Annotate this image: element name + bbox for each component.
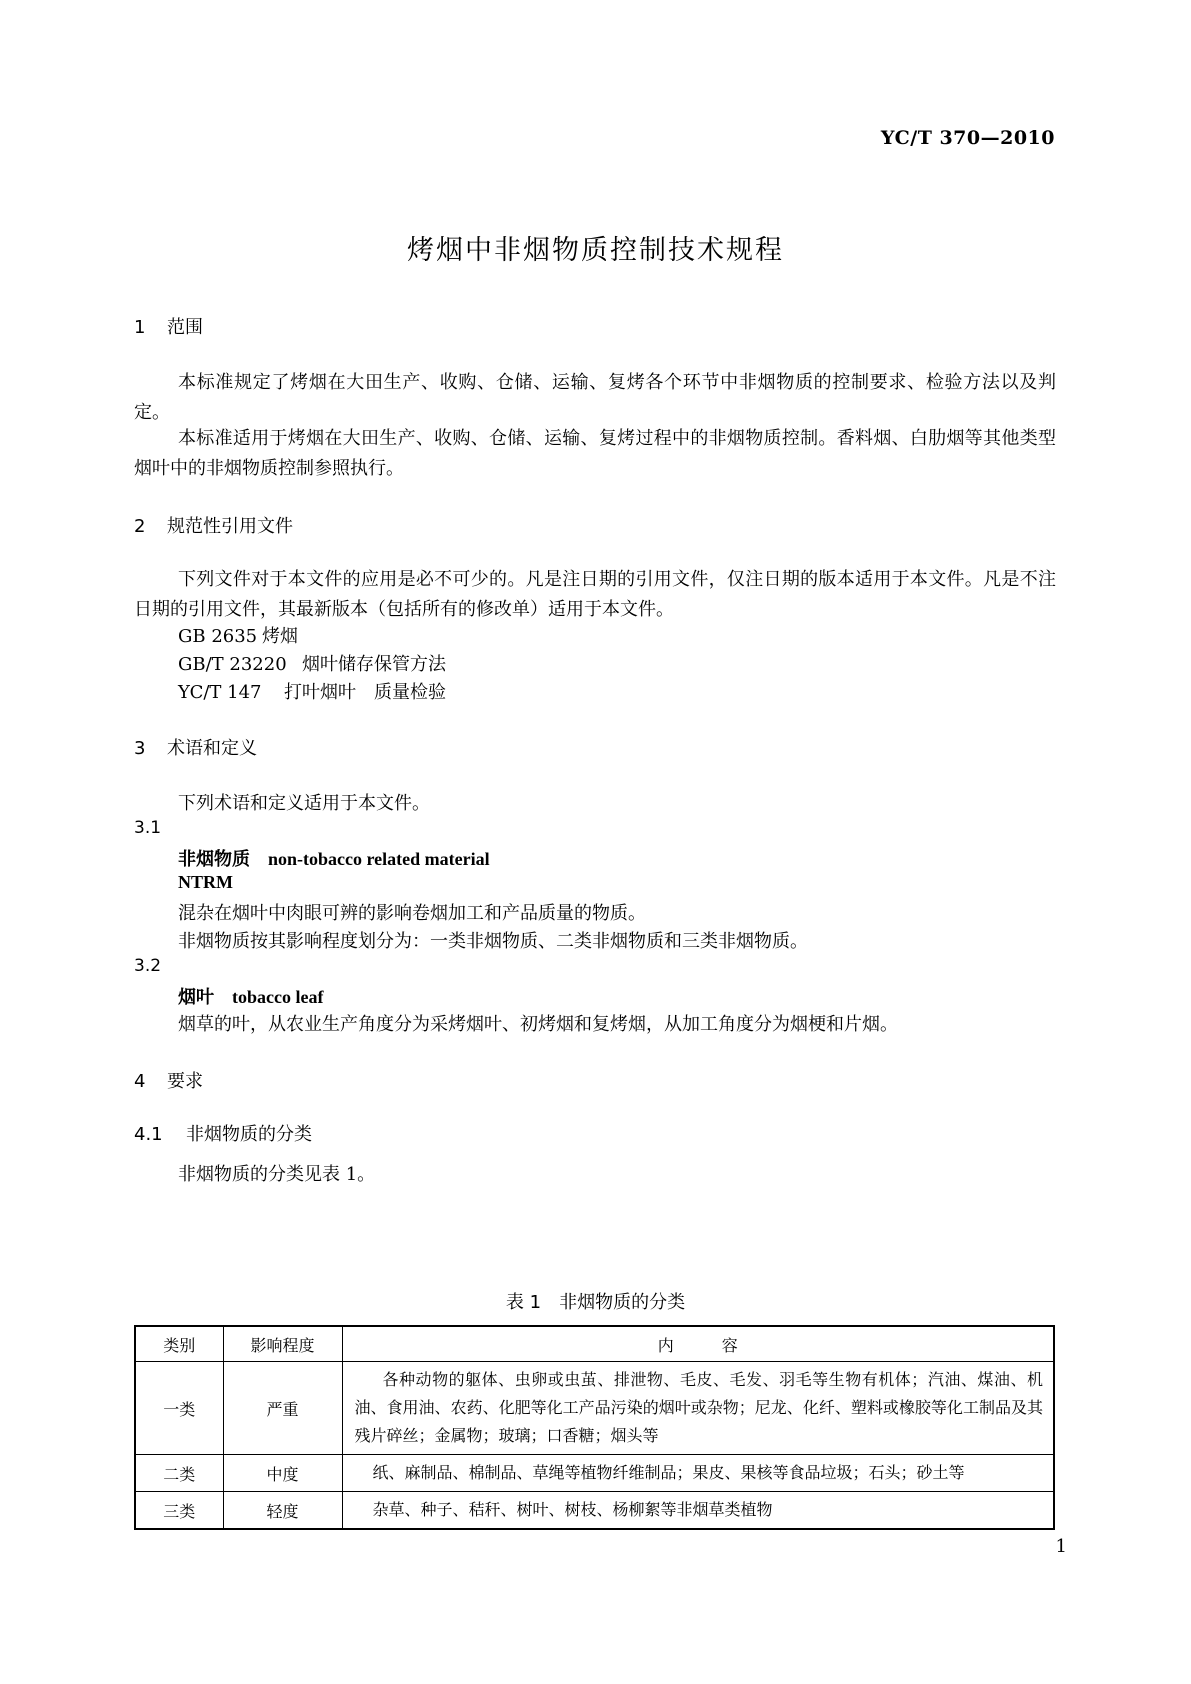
reference-title: 烟叶储存保管方法	[302, 654, 446, 675]
term-zh: 烟叶	[178, 987, 214, 1008]
classification-table	[134, 1325, 1055, 1530]
term-title	[178, 983, 323, 1009]
cell-severity: 中度	[223, 1455, 342, 1492]
term-en: tobacco leaf	[232, 987, 324, 1007]
table-caption	[0, 1288, 1191, 1314]
term-abbr-text: NTRM	[178, 872, 233, 892]
reference-code: GB 2635	[178, 626, 258, 647]
term-en: non-tobacco related material	[268, 849, 490, 869]
section-number: 4	[134, 1071, 146, 1092]
scope-paragraph-2: 本标准适用于烤烟在大田生产、收购、仓储、运输、复烤过程中的非烟物质控制。香料烟、白肋烟等其他类型烟叶中的非烟物质控制参照执行。	[134, 428, 1056, 479]
reference-title: 打叶烟叶 质量检验	[284, 682, 446, 703]
term-definition: 混杂在烟叶中肉眼可辨的影响卷烟加工和产品质量的物质。	[178, 903, 646, 924]
term-zh: 非烟物质	[178, 849, 250, 870]
term-number: 3.1	[134, 818, 162, 838]
header-severity: 影响程度	[223, 1326, 342, 1362]
section-title: 要求	[167, 1071, 203, 1092]
section-title: 范围	[167, 317, 203, 338]
term-number: 3.2	[134, 956, 162, 976]
subsection-number: 4.1	[134, 1124, 163, 1145]
cell-severity: 轻度	[223, 1492, 342, 1530]
table-row	[135, 1362, 1054, 1455]
page-number: 1	[1055, 1536, 1067, 1557]
table-header-row	[135, 1326, 1054, 1362]
section-number: 2	[134, 516, 146, 537]
terms-intro: 下列术语和定义适用于本文件。	[178, 793, 430, 814]
section-title: 规范性引用文件	[167, 516, 293, 537]
subsection-title: 非烟物质的分类	[186, 1124, 312, 1145]
subsection-4-1-heading	[134, 1120, 312, 1146]
cell-category: 二类	[135, 1455, 223, 1492]
references-paragraph: 下列文件对于本文件的应用是必不可少的。凡是注日期的引用文件，仅注日期的版本适用于本文件。凡是不注日期的引用文件，其最新版本（包括所有的修改单）适用于本文件。	[134, 569, 1056, 620]
table-caption-number: 表 1	[505, 1292, 542, 1313]
table-row	[135, 1455, 1054, 1492]
table-caption-title: 非烟物质的分类	[559, 1292, 686, 1313]
header-category: 类别	[135, 1326, 223, 1362]
reference-title: 烤烟	[262, 626, 298, 647]
reference-item	[178, 650, 446, 676]
table-row	[135, 1492, 1054, 1530]
cell-severity: 严重	[223, 1362, 342, 1455]
reference-item	[178, 678, 446, 704]
header-content: 内 容	[342, 1326, 1054, 1362]
table-reference-text: 非烟物质的分类见表 1。	[178, 1164, 376, 1185]
standard-number: YC/T 370—2010	[880, 127, 1055, 149]
section-title: 术语和定义	[167, 738, 257, 759]
cell-category: 三类	[135, 1492, 223, 1530]
reference-code: YC/T 147	[178, 682, 262, 703]
scope-paragraph-1: 本标准规定了烤烟在大田生产、收购、仓储、运输、复烤各个环节中非烟物质的控制要求、检验方法以及判定。	[134, 372, 1056, 423]
cell-content: 杂草、种子、秸秆、树叶、树枝、杨柳絮等非烟草类植物	[342, 1492, 1054, 1530]
term-definition: 烟草的叶，从农业生产角度分为采烤烟叶、初烤烟和复烤烟，从加工角度分为烟梗和片烟。	[178, 1014, 898, 1035]
cell-category: 一类	[135, 1362, 223, 1455]
section-3-heading	[134, 734, 257, 760]
cell-content: 各种动物的躯体、虫卵或虫茧、排泄物、毛皮、毛发、羽毛等生物有机体；汽油、煤油、机油、食用油、农药、化肥等化工产品污染的烟叶或杂物；尼龙、化纤、塑料或橡胶等化工制品及其残片碎丝；金属物；玻璃；口香糖；烟头等	[342, 1362, 1054, 1455]
term-abbreviation	[178, 872, 233, 893]
section-2-heading	[134, 512, 293, 538]
section-1-heading	[134, 313, 203, 339]
reference-code: GB/T 23220	[178, 654, 287, 675]
term-title	[178, 845, 490, 871]
section-number: 3	[134, 738, 146, 759]
term-note: 非烟物质按其影响程度划分为：一类非烟物质、二类非烟物质和三类非烟物质。	[178, 931, 808, 952]
document-title: 烤烟中非烟物质控制技术规程	[407, 235, 784, 266]
reference-item	[178, 622, 298, 648]
section-4-heading	[134, 1067, 203, 1093]
cell-content: 纸、麻制品、棉制品、草绳等植物纤维制品；果皮、果核等食品垃圾；石头；砂土等	[342, 1455, 1054, 1492]
section-number: 1	[134, 317, 146, 338]
